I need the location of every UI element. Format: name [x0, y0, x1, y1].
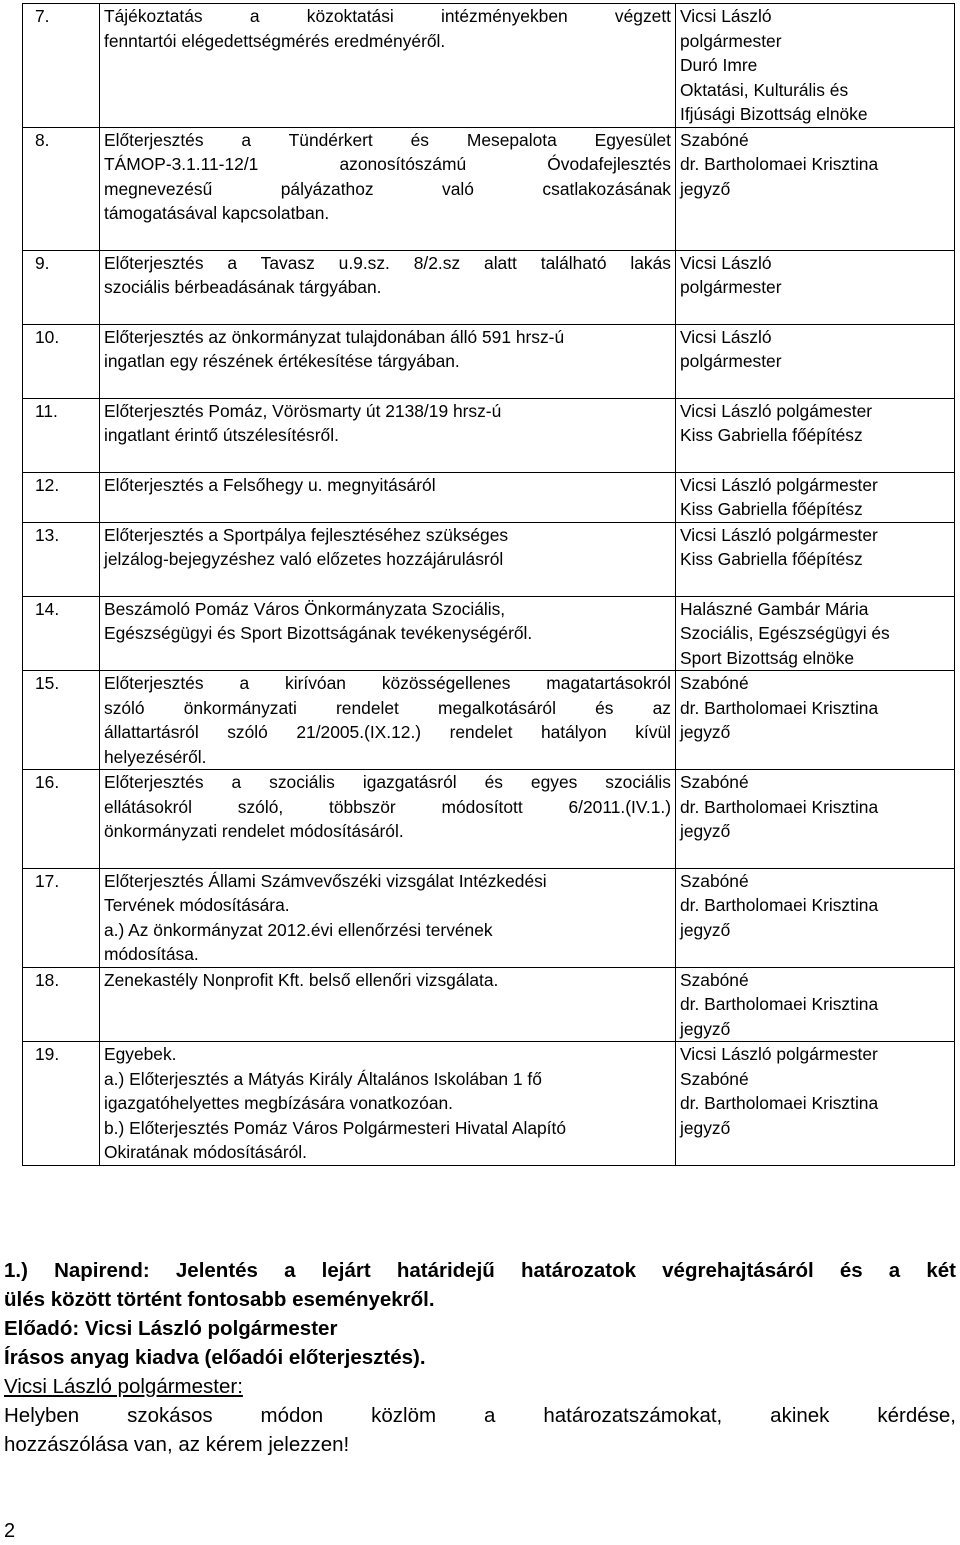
agenda-item-title: [100, 1042, 676, 1166]
agenda-item-title: [100, 472, 676, 522]
title-line: önkormányzati rendelet módosításáról.: [104, 821, 404, 841]
title-line: szóló önkormányzati rendelet megalkotásáról és az: [104, 697, 671, 718]
agenda-item-number: 15.: [23, 671, 100, 770]
agenda-row: [23, 522, 955, 596]
title-line: ellátásokról szóló, többször módosított 6/2011.(IV.1.): [104, 796, 671, 817]
agenda-row: [23, 398, 955, 472]
title-line: Előterjesztés az önkormányzat tulajdonában álló 591 hrsz-ú: [104, 326, 565, 347]
presenter-line: Sport Bizottság elnöke: [680, 647, 855, 668]
title-line: jelzálog-bejegyzéshez való előzetes hozzájárulásról: [104, 549, 504, 569]
speech-line1: Helyben szokásos módon közlöm a határozatszámokat, akinek kérdése,: [4, 1404, 956, 1427]
agenda-item-title: [100, 967, 676, 1042]
agenda-row: [23, 596, 955, 671]
title-line: a.) Az önkormányzat 2012.évi ellenőrzési tervének: [104, 919, 493, 940]
title-line: megnevezésű pályázathoz való csatlakozásának: [104, 178, 671, 199]
agenda-item-title: [100, 596, 676, 671]
presenter-line: jegyző: [680, 1018, 731, 1039]
title-line: állattartásról szóló 21/2005.(IX.12.) rendelet hatályon kívül: [104, 722, 671, 742]
page-number: 2: [4, 1520, 16, 1542]
presenter-line: Ifjúsági Bizottság elnöke: [680, 104, 868, 124]
title-line: b.) Előterjesztés Pomáz Város Polgármesteri Hivatal Alapító: [104, 1117, 567, 1138]
agenda-item-presenter: [676, 967, 955, 1042]
title-line: Beszámoló Pomáz Város Önkormányzata Szociális,: [104, 598, 506, 619]
agenda-item-presenter: [676, 127, 955, 250]
agenda-item-presenter: [676, 4, 955, 128]
title-line: helyezéséről.: [104, 746, 207, 767]
agenda-item-presenter: [676, 868, 955, 967]
presenter-line: jegyző: [680, 178, 731, 199]
presenter-line: jegyző: [680, 1117, 731, 1138]
agenda-row: [23, 967, 955, 1042]
agenda-item-number: 17.: [23, 868, 100, 967]
section-heading-line1: 1.) Napirend: Jelentés a lejárt határidejű határozatok végrehajtásáról és a két: [4, 1259, 956, 1282]
title-line: igazgatóhelyettes megbízására vonatkozóan.: [104, 1093, 454, 1113]
title-line: Előterjesztés Állami Számvevőszéki vizsgálat Intézkedési: [104, 870, 547, 891]
presenter-line: dr. Bartholomaei Krisztina: [680, 994, 879, 1014]
agenda-item-number: 14.: [23, 596, 100, 671]
presenter-line: Vicsi László polgámester: [680, 400, 873, 421]
title-line: Egyebek.: [104, 1044, 177, 1064]
title-line: Előterjesztés a Sportpálya fejlesztéséhez szükséges: [104, 524, 509, 545]
presenter-line: Szabóné: [680, 1068, 749, 1089]
title-line: Tervének módosítására.: [104, 895, 290, 915]
agenda-item-presenter: [676, 472, 955, 522]
agenda-item-number: 7.: [23, 4, 100, 128]
agenda-item-number: 13.: [23, 522, 100, 596]
agenda-item-title: [100, 250, 676, 324]
section-heading-line2: ülés között történt fontosabb eseményekről.: [4, 1288, 435, 1311]
title-line: Előterjesztés Pomáz, Vörösmarty út 2138/19 hrsz-ú: [104, 400, 502, 421]
presenter-line: dr. Bartholomaei Krisztina: [680, 154, 879, 174]
presenter-line: Kiss Gabriella főépítész: [680, 499, 863, 519]
presenter-line: Oktatási, Kulturális és: [680, 79, 849, 100]
agenda-item-presenter: [676, 324, 955, 398]
title-line: Előterjesztés a Tavasz u.9.sz. 8/2.sz alatt található lakás: [104, 252, 671, 273]
agenda-row: [23, 472, 955, 522]
agenda-item-presenter: [676, 398, 955, 472]
presenter-line: jegyző: [680, 821, 731, 841]
presenter-line: Szabóné: [680, 969, 749, 990]
agenda-item-title: [100, 671, 676, 770]
agenda-row: [23, 1042, 955, 1166]
presenter-line: jegyző: [680, 919, 731, 940]
agenda-item-number: 16.: [23, 770, 100, 869]
title-line: Előterjesztés a Tündérkert és Mesepalota Egyesület: [104, 129, 671, 150]
agenda-row: [23, 250, 955, 324]
agenda-row: [23, 770, 955, 869]
title-line: fenntartói elégedettségmérés eredményéről.: [104, 30, 446, 51]
presenter-line: Halászné Gambár Mária: [680, 598, 869, 619]
presenter-line: Vicsi László polgármester: [680, 1044, 878, 1064]
agenda-item-title: [100, 868, 676, 967]
presenter-line: Vicsi László: [680, 326, 772, 347]
presenter-line: Vicsi László polgármester: [680, 524, 878, 545]
presenter-line: Duró Imre: [680, 55, 758, 75]
title-line: Egészségügyi és Sport Bizottságának tevékenységéről.: [104, 623, 533, 643]
presenter-line: Szabóné: [680, 772, 749, 792]
presenter-line: Vicsi László polgármester: [680, 474, 878, 495]
presenter-line: jegyző: [680, 722, 731, 742]
agenda-table: [22, 3, 955, 1166]
presenter-line: Vicsi László: [680, 6, 772, 26]
title-line: Zenekastély Nonprofit Kft. belső ellenőri vizsgálata.: [104, 969, 499, 990]
presenter-line: Szabóné: [680, 673, 749, 693]
agenda-row: [23, 127, 955, 250]
agenda-item-presenter: [676, 250, 955, 324]
agenda-item-number: 19.: [23, 1042, 100, 1166]
title-line: a.) Előterjesztés a Mátyás Király Általános Iskolában 1 fő: [104, 1068, 542, 1089]
presenter-line: Kiss Gabriella főépítész: [680, 549, 863, 569]
agenda-item-title: [100, 770, 676, 869]
title-line: Előterjesztés a szociális igazgatásról és egyes szociális: [104, 772, 671, 792]
agenda-item-number: 11.: [23, 398, 100, 472]
title-line: szociális bérbeadásának tárgyában.: [104, 277, 382, 297]
presenter-line: Szabóné: [680, 129, 749, 150]
agenda-item-title: [100, 127, 676, 250]
agenda-item-number: 12.: [23, 472, 100, 522]
presenter-line: Vicsi László: [680, 252, 772, 273]
agenda-item-section: [4, 1256, 956, 1459]
title-line: Tájékoztatás a közoktatási intézményekben végzett: [104, 6, 671, 26]
agenda-item-title: [100, 324, 676, 398]
presenter-line: dr. Bartholomaei Krisztina: [680, 895, 879, 915]
agenda-row: [23, 868, 955, 967]
title-line: Előterjesztés a Felsőhegy u. megnyitásáról: [104, 474, 436, 495]
agenda-item-title: [100, 522, 676, 596]
title-line: támogatásával kapcsolatban.: [104, 203, 330, 223]
title-line: módosítása.: [104, 944, 199, 964]
presenter-line: Szabóné: [680, 870, 749, 891]
agenda-item-number: 8.: [23, 127, 100, 250]
agenda-row: [23, 324, 955, 398]
presenter-line: dr. Bartholomaei Krisztina: [680, 1093, 879, 1113]
presenter-line: polgármester: [680, 351, 782, 371]
agenda-item-number: 18.: [23, 967, 100, 1042]
title-line: Előterjesztés a kirívóan közösségellenes magatartásokról: [104, 673, 671, 693]
agenda-item-presenter: [676, 596, 955, 671]
material-line: Írásos anyag kiadva (előadói előterjesztés).: [4, 1346, 426, 1369]
agenda-item-number: 10.: [23, 324, 100, 398]
presenter-line: polgármester: [680, 277, 782, 297]
title-line: ingatlan egy részének értékesítése tárgyában.: [104, 351, 460, 371]
presenter-line: polgármester: [680, 30, 782, 51]
agenda-body: [23, 4, 955, 1166]
title-line: TÁMOP-3.1.11-12/1 azonosítószámú Óvodafejlesztés: [104, 154, 671, 174]
presenter-line: Előadó: Vicsi László polgármester: [4, 1317, 338, 1340]
agenda-item-presenter: [676, 770, 955, 869]
title-line: ingatlant érintő útszélesítésről.: [104, 425, 339, 445]
agenda-item-title: [100, 398, 676, 472]
agenda-row: [23, 671, 955, 770]
presenter-line: Kiss Gabriella főépítész: [680, 425, 863, 445]
presenter-line: dr. Bartholomaei Krisztina: [680, 697, 879, 718]
agenda-row: [23, 4, 955, 128]
agenda-item-presenter: [676, 522, 955, 596]
agenda-item-title: [100, 4, 676, 128]
agenda-item-presenter: [676, 1042, 955, 1166]
agenda-item-number: 9.: [23, 250, 100, 324]
speech-line2: hozzászólása van, az kérem jelezzen!: [4, 1433, 350, 1456]
presenter-line: dr. Bartholomaei Krisztina: [680, 796, 879, 817]
title-line: Okiratának módosításáról.: [104, 1142, 307, 1162]
speaker-label: Vicsi László polgármester:: [4, 1375, 243, 1398]
agenda-item-presenter: [676, 671, 955, 770]
presenter-line: Szociális, Egészségügyi és: [680, 623, 890, 643]
